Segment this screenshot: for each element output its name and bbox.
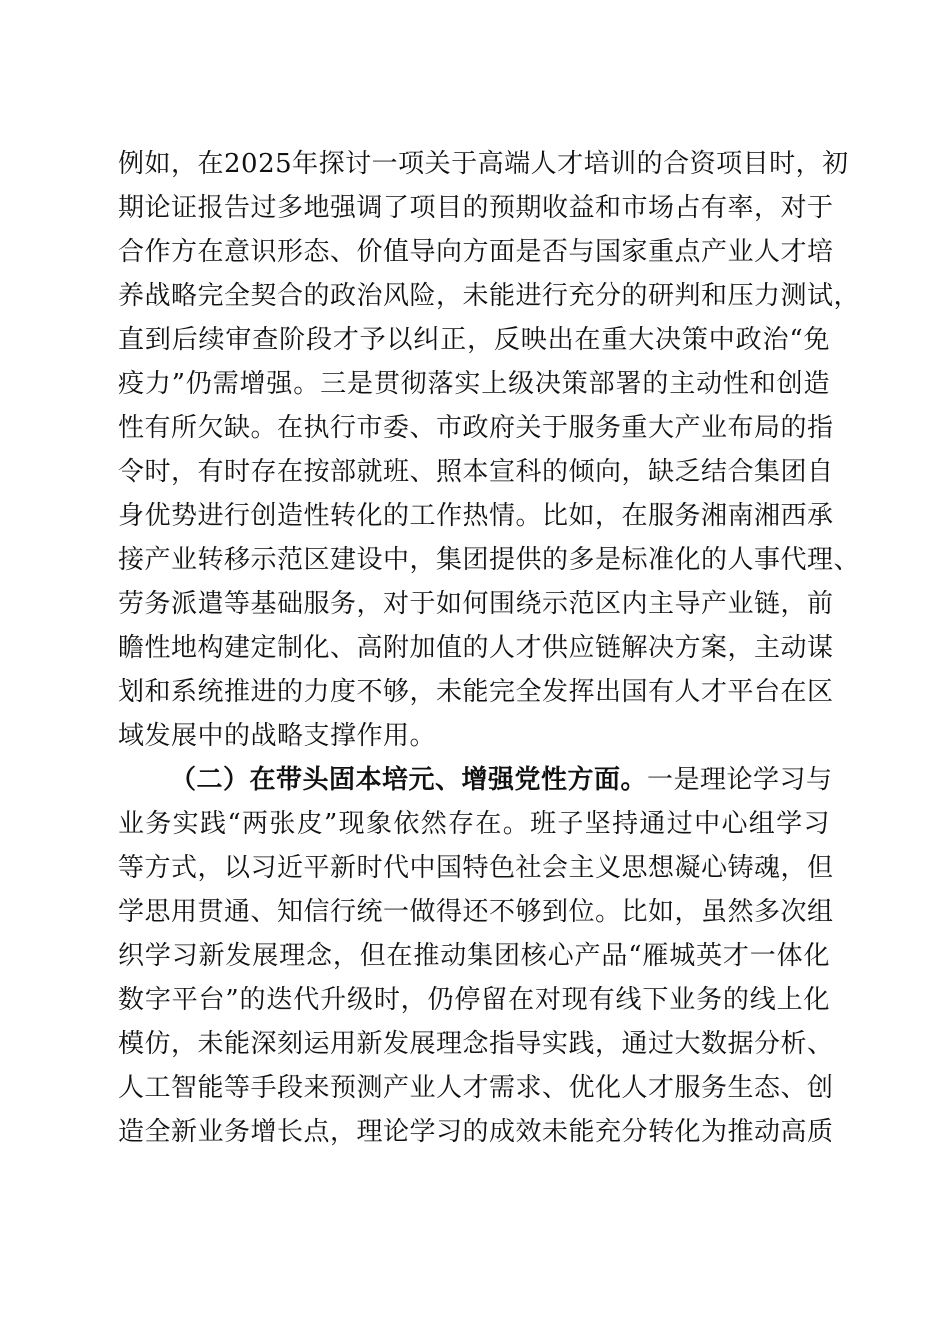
text-line: 劳务派遣等基础服务，对于如何围绕示范区内主导产业链，前 <box>118 589 834 619</box>
paragraph-1 <box>118 142 861 758</box>
text-line: 身优势进行创造性转化的工作热情。比如，在服务湘南湘西承 <box>118 501 834 531</box>
section-heading: （二）在带头固本培元、增强党性方面。 <box>170 765 648 795</box>
text-run: 一是理论学习与 <box>647 765 833 795</box>
text-line: 养战略完全契合的政治风险，未能进行充分的研判和压力测试， <box>118 281 861 311</box>
section-heading-line <box>118 758 833 802</box>
paragraph-2 <box>118 758 834 1154</box>
text-line: 域发展中的战略支撑作用。 <box>118 721 437 751</box>
text-line: 期论证报告过多地强调了项目的预期收益和市场占有率，对于 <box>118 193 834 223</box>
text-line: 例如，在2025年探讨一项关于高端人才培训的合资项目时，初 <box>118 149 849 179</box>
text-line: 合作方在意识形态、价值导向方面是否与国家重点产业人才培 <box>118 237 834 267</box>
text-line: 模仿，未能深刻运用新发展理念指导实践，通过大数据分析、 <box>118 1029 834 1059</box>
body-text <box>118 142 861 1154</box>
text-line: 性有所欠缺。在执行市委、市政府关于服务重大产业布局的指 <box>118 413 834 443</box>
text-line: 造全新业务增长点，理论学习的成效未能充分转化为推动高质 <box>118 1117 834 1147</box>
text-line: 学思用贯通、知信行统一做得还不够到位。比如，虽然多次组 <box>118 897 834 927</box>
text-line: 令时，有时存在按部就班、照本宣科的倾向，缺乏结合集团自 <box>118 457 834 487</box>
text-line: 划和系统推进的力度不够，未能完全发挥出国有人才平台在区 <box>118 677 834 707</box>
text-line: 织学习新发展理念，但在推动集团核心产品“雁城英才一体化 <box>118 941 830 971</box>
text-line: 瞻性地构建定制化、高附加值的人才供应链解决方案，主动谋 <box>118 633 834 663</box>
text-line: 业务实践“两张皮”现象依然存在。班子坚持通过中心组学习 <box>118 809 830 839</box>
text-line: 等方式，以习近平新时代中国特色社会主义思想凝心铸魂，但 <box>118 853 834 883</box>
text-line: 人工智能等手段来预测产业人才需求、优化人才服务生态、创 <box>118 1073 834 1103</box>
text-line: 接产业转移示范区建设中，集团提供的多是标准化的人事代理、 <box>118 545 861 575</box>
text-line: 数字平台”的迭代升级时，仍停留在对现有线下业务的线上化 <box>118 985 830 1015</box>
text-line: 直到后续审查阶段才予以纠正，反映出在重大决策中政治“免 <box>118 325 830 355</box>
text-line: 疫力”仍需增强。三是贯彻落实上级决策部署的主动性和创造 <box>118 369 830 399</box>
